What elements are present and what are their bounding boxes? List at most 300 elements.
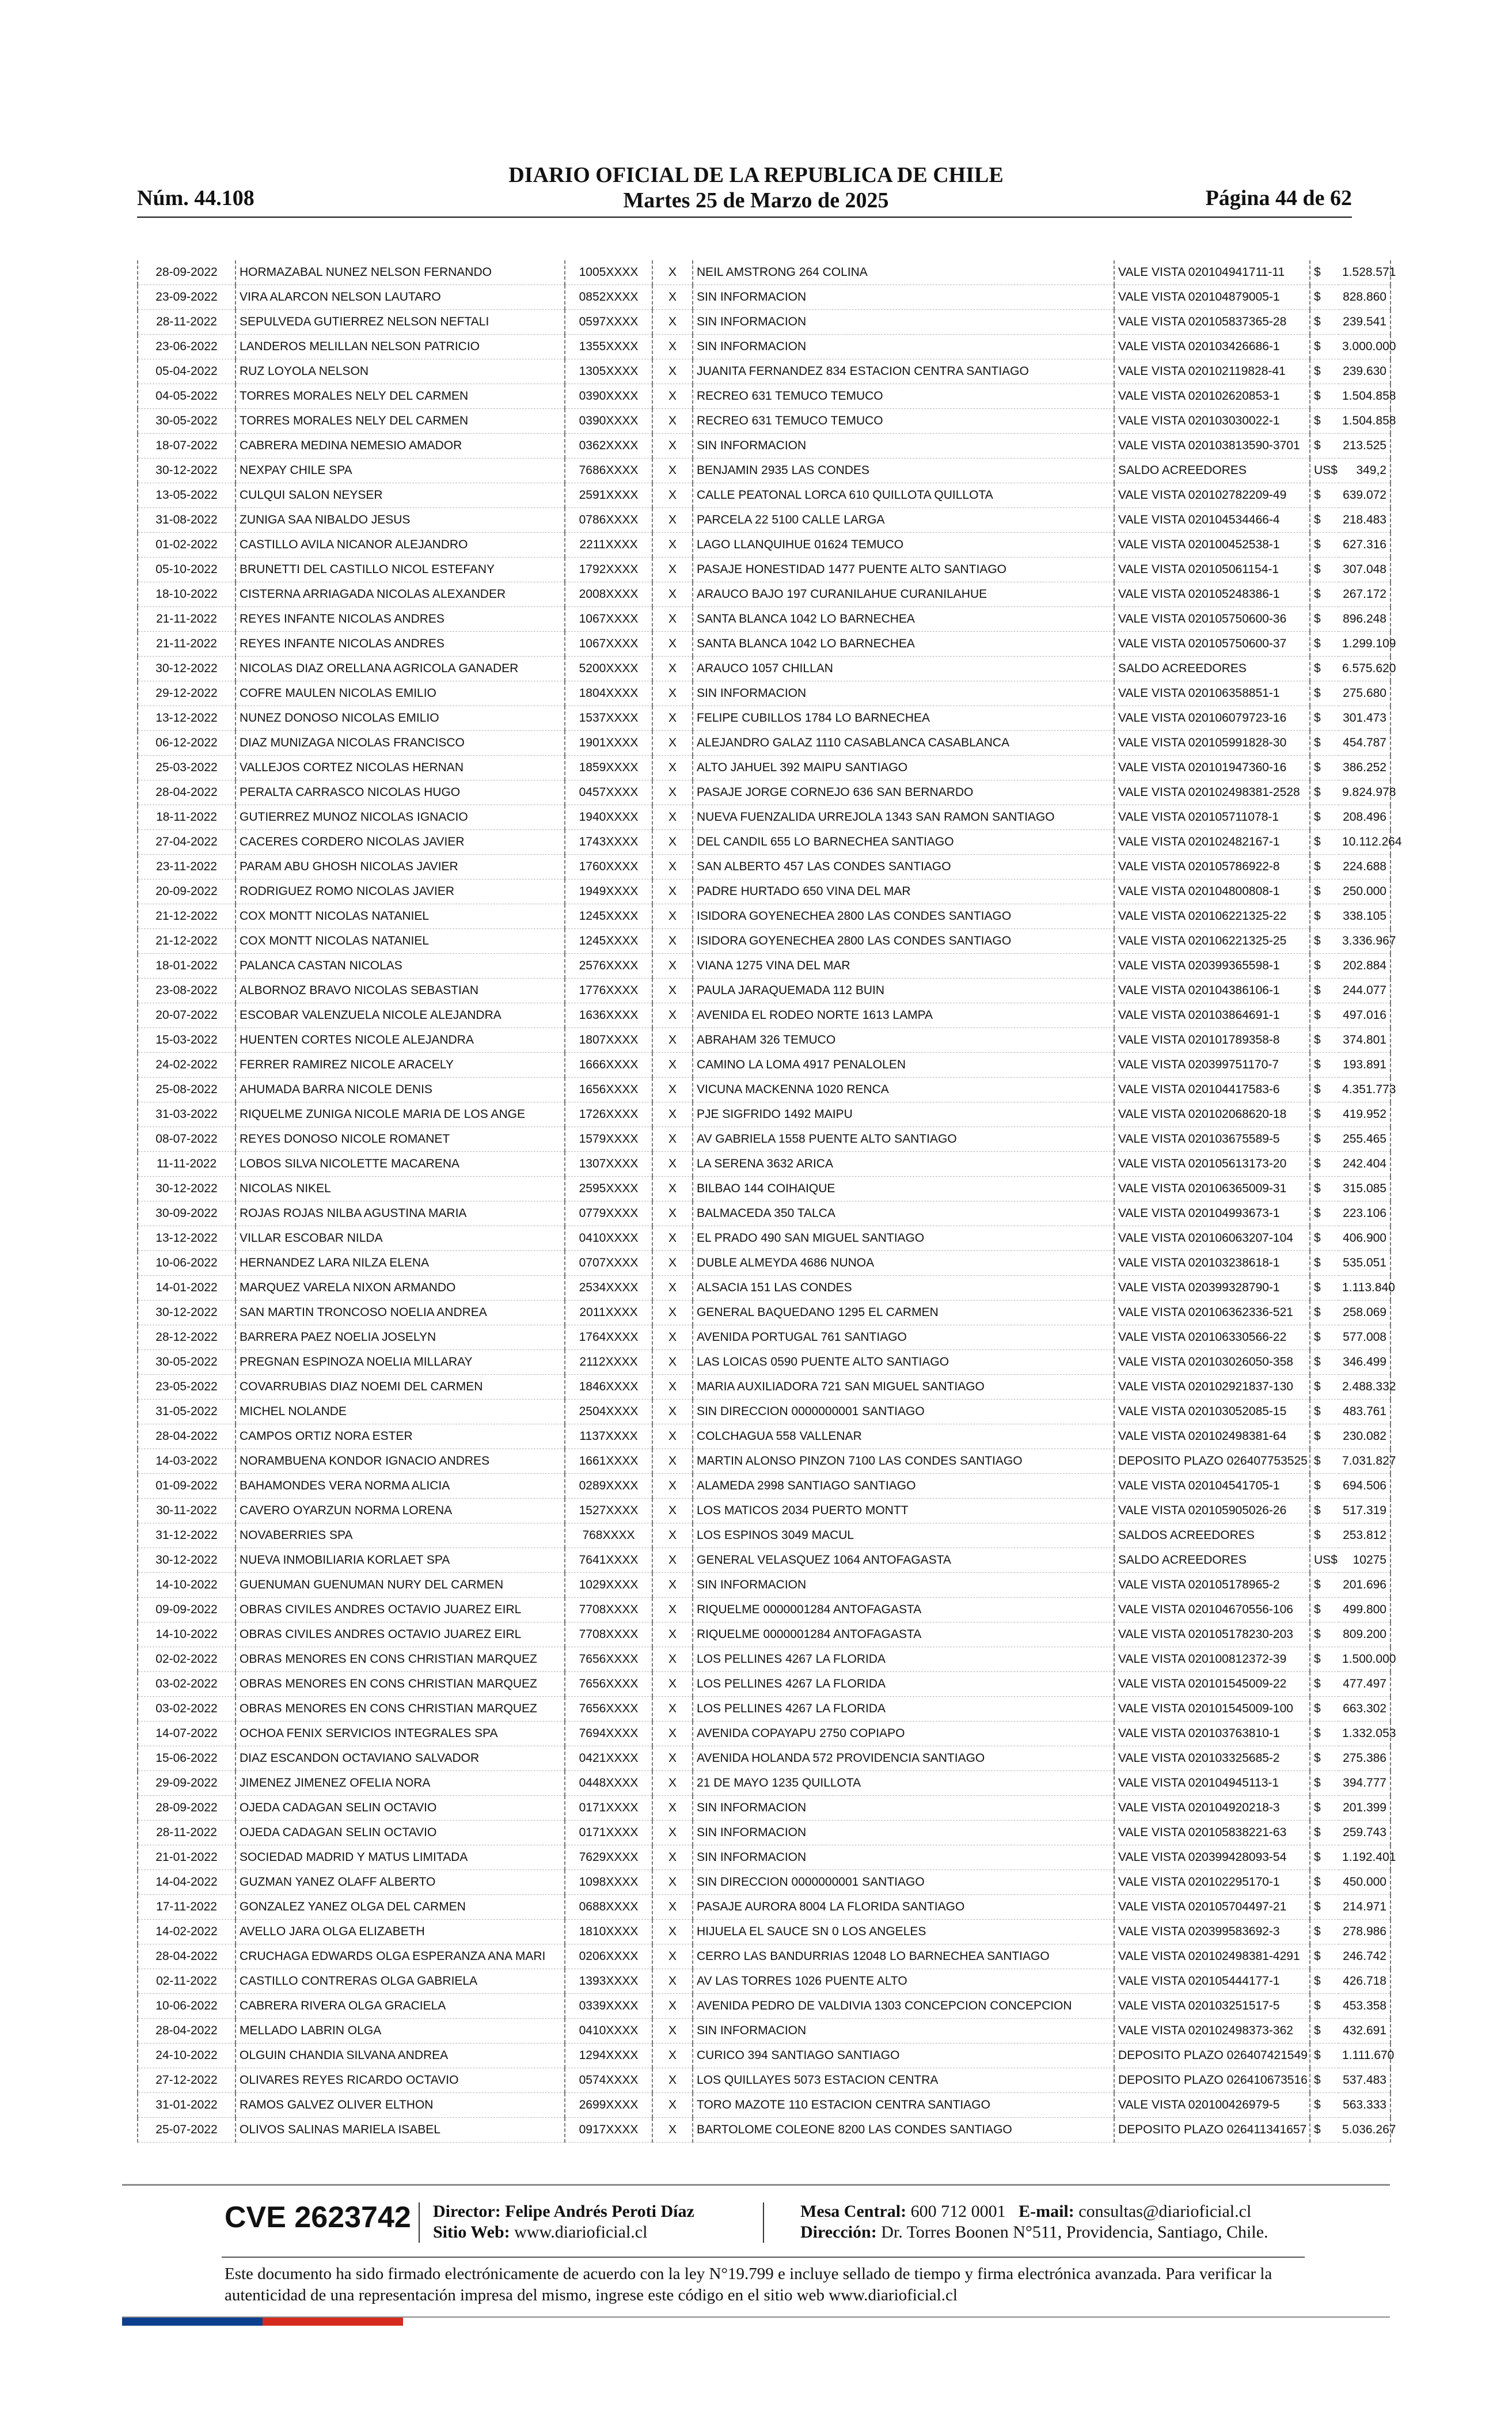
table-row xyxy=(138,879,1391,904)
cell-currency: US$ xyxy=(1310,458,1339,483)
cell-address: ALAMEDA 2998 SANTIAGO SANTIAGO xyxy=(693,1474,1114,1499)
cell-address: ARAUCO BAJO 197 CURANILAHUE CURANILAHUE xyxy=(693,582,1114,607)
cell-document: VALE VISTA 020104386106-1 xyxy=(1114,979,1310,1003)
cell-address: DUBLE ALMEYDA 4686 NUNOA xyxy=(693,1251,1114,1276)
cell-address: HIJUELA EL SAUCE SN 0 LOS ANGELES xyxy=(693,1920,1114,1944)
cell-amount: 258.069 xyxy=(1339,1301,1391,1325)
cell-address: ISIDORA GOYENECHEA 2800 LAS CONDES SANTIAGO xyxy=(693,929,1114,954)
cell-amount: 406.900 xyxy=(1339,1226,1391,1251)
cell-date: 21-01-2022 xyxy=(138,1845,235,1870)
cell-rut: 1760XXXX xyxy=(565,855,652,879)
cell-rut: 0574XXXX xyxy=(565,2068,652,2093)
cell-mark: X xyxy=(652,458,693,483)
cell-currency: $ xyxy=(1310,533,1339,558)
cell-address: ISIDORA GOYENECHEA 2800 LAS CONDES SANTIAGO xyxy=(693,904,1114,929)
table-row xyxy=(138,1821,1391,1845)
cell-address: DEL CANDIL 655 LO BARNECHEA SANTIAGO xyxy=(693,830,1114,855)
cell-mark: X xyxy=(652,1325,693,1350)
table-row xyxy=(138,1598,1391,1622)
header-divider xyxy=(137,217,1352,218)
cell-document: VALE VISTA 020104670556-106 xyxy=(1114,1598,1310,1622)
cell-rut: 1393XXXX xyxy=(565,1969,652,1994)
cell-address: LOS PELLINES 4267 LA FLORIDA xyxy=(693,1697,1114,1722)
cell-date: 30-12-2022 xyxy=(138,458,235,483)
cell-mark: X xyxy=(652,1053,693,1078)
cell-currency: US$ xyxy=(1310,1548,1339,1573)
cell-currency: $ xyxy=(1310,2118,1339,2143)
table-row xyxy=(138,904,1391,929)
table-row xyxy=(138,1647,1391,1672)
table-row xyxy=(138,1251,1391,1276)
cell-address: RIQUELME 0000001284 ANTOFAGASTA xyxy=(693,1622,1114,1647)
cell-document: VALE VISTA 020100812372-39 xyxy=(1114,1647,1310,1672)
cell-currency: $ xyxy=(1310,1969,1339,1994)
cell-currency: $ xyxy=(1310,1301,1339,1325)
cell-rut: 1527XXXX xyxy=(565,1499,652,1523)
table-row xyxy=(138,1796,1391,1821)
cell-currency: $ xyxy=(1310,1053,1339,1078)
cell-name: CULQUI SALON NEYSER xyxy=(235,483,565,508)
cell-mark: X xyxy=(652,1994,693,2019)
cell-date: 28-11-2022 xyxy=(138,310,235,335)
cell-document: VALE VISTA 020102482167-1 xyxy=(1114,830,1310,855)
cell-document: VALE VISTA 020105248386-1 xyxy=(1114,582,1310,607)
cell-address: LOS ESPINOS 3049 MACUL xyxy=(693,1523,1114,1548)
cell-amount: 663.302 xyxy=(1339,1697,1391,1722)
cell-amount: 499.800 xyxy=(1339,1598,1391,1622)
cell-date: 08-07-2022 xyxy=(138,1127,235,1152)
cell-rut: 0171XXXX xyxy=(565,1821,652,1845)
cell-date: 25-07-2022 xyxy=(138,2118,235,2143)
cell-currency: $ xyxy=(1310,508,1339,533)
cell-document: VALE VISTA 020104920218-3 xyxy=(1114,1796,1310,1821)
cell-date: 30-09-2022 xyxy=(138,1201,235,1226)
cell-address: SANTA BLANCA 1042 LO BARNECHEA xyxy=(693,632,1114,657)
cell-document: VALE VISTA 020104941711-11 xyxy=(1114,260,1310,285)
cell-amount: 828.860 xyxy=(1339,285,1391,310)
cell-date: 21-12-2022 xyxy=(138,904,235,929)
cell-document: VALE VISTA 020105178965-2 xyxy=(1114,1573,1310,1598)
cell-name: OLIVOS SALINAS MARIELA ISABEL xyxy=(235,2118,565,2143)
cell-document: VALE VISTA 020105991828-30 xyxy=(1114,731,1310,756)
cell-address: SIN DIRECCION 0000000001 SANTIAGO xyxy=(693,1870,1114,1895)
cell-address: SIN INFORMACION xyxy=(693,1796,1114,1821)
cell-name: NEXPAY CHILE SPA xyxy=(235,458,565,483)
cell-name: ESCOBAR VALENZUELA NICOLE ALEJANDRA xyxy=(235,1003,565,1028)
footer-top-rule xyxy=(122,2184,1390,2186)
cell-rut: 1579XXXX xyxy=(565,1127,652,1152)
cell-mark: X xyxy=(652,335,693,359)
cell-date: 18-11-2022 xyxy=(138,805,235,830)
website-value: www.diarioficial.cl xyxy=(514,2223,648,2242)
cell-amount: 535.051 xyxy=(1339,1251,1391,1276)
cell-date: 23-08-2022 xyxy=(138,979,235,1003)
cell-name: GUTIERREZ MUNOZ NICOLAS IGNACIO xyxy=(235,805,565,830)
cell-rut: 2211XXXX xyxy=(565,533,652,558)
cell-amount: 242.404 xyxy=(1339,1152,1391,1177)
cell-address: PAULA JARAQUEMADA 112 BUIN xyxy=(693,979,1114,1003)
cell-name: CAVERO OYARZUN NORMA LORENA xyxy=(235,1499,565,1523)
cell-document: VALE VISTA 020105704497-21 xyxy=(1114,1895,1310,1920)
cell-currency: $ xyxy=(1310,434,1339,458)
cell-rut: 1294XXXX xyxy=(565,2043,652,2068)
cell-document: VALE VISTA 020105905026-26 xyxy=(1114,1499,1310,1523)
cell-rut: 1859XXXX xyxy=(565,756,652,780)
cell-rut: 1305XXXX xyxy=(565,359,652,384)
cell-currency: $ xyxy=(1310,1944,1339,1969)
cell-date: 01-09-2022 xyxy=(138,1474,235,1499)
cell-name: VILLAR ESCOBAR NILDA xyxy=(235,1226,565,1251)
cell-date: 28-11-2022 xyxy=(138,1821,235,1845)
cell-rut: 1666XXXX xyxy=(565,1053,652,1078)
cell-amount: 275.386 xyxy=(1339,1746,1391,1771)
cell-document: VALE VISTA 020103238618-1 xyxy=(1114,1251,1310,1276)
cell-mark: X xyxy=(652,607,693,632)
cell-address: LOS QUILLAYES 5073 ESTACION CENTRA xyxy=(693,2068,1114,2093)
cell-rut: 2112XXXX xyxy=(565,1350,652,1375)
table-row xyxy=(138,1474,1391,1499)
cell-date: 30-12-2022 xyxy=(138,1177,235,1201)
cell-mark: X xyxy=(652,1251,693,1276)
table-row xyxy=(138,310,1391,335)
cell-currency: $ xyxy=(1310,1251,1339,1276)
table-row xyxy=(138,1078,1391,1102)
table-row xyxy=(138,558,1391,582)
table-row xyxy=(138,1672,1391,1697)
cell-currency: $ xyxy=(1310,607,1339,632)
cell-name: OBRAS CIVILES ANDRES OCTAVIO JUAREZ EIRL xyxy=(235,1622,565,1647)
table-row xyxy=(138,335,1391,359)
cell-rut: 1355XXXX xyxy=(565,335,652,359)
table-row xyxy=(138,2068,1391,2093)
cell-document: SALDOS ACREEDORES xyxy=(1114,1523,1310,1548)
table-row xyxy=(138,979,1391,1003)
cell-address: AVENIDA COPAYAPU 2750 COPIAPO xyxy=(693,1722,1114,1746)
cell-rut: 2699XXXX xyxy=(565,2093,652,2118)
cell-name: REYES DONOSO NICOLE ROMANET xyxy=(235,1127,565,1152)
cell-amount: 201.696 xyxy=(1339,1573,1391,1598)
table-row xyxy=(138,260,1391,285)
cell-rut: 1636XXXX xyxy=(565,1003,652,1028)
cell-currency: $ xyxy=(1310,1573,1339,1598)
cell-rut: 1810XXXX xyxy=(565,1920,652,1944)
cell-rut: 7641XXXX xyxy=(565,1548,652,1573)
cell-mark: X xyxy=(652,1944,693,1969)
cell-mark: X xyxy=(652,2118,693,2143)
cell-date: 05-04-2022 xyxy=(138,359,235,384)
cell-rut: 7629XXXX xyxy=(565,1845,652,1870)
cell-date: 14-01-2022 xyxy=(138,1276,235,1301)
cell-date: 14-10-2022 xyxy=(138,1573,235,1598)
cell-document: VALE VISTA 020100452538-1 xyxy=(1114,533,1310,558)
cell-rut: 7708XXXX xyxy=(565,1622,652,1647)
cell-document: VALE VISTA 020105786922-8 xyxy=(1114,855,1310,879)
cell-address: ALSACIA 151 LAS CONDES xyxy=(693,1276,1114,1301)
cell-amount: 259.743 xyxy=(1339,1821,1391,1845)
cell-name: CASTILLO CONTRERAS OLGA GABRIELA xyxy=(235,1969,565,1994)
cell-mark: X xyxy=(652,1078,693,1102)
cell-rut: 1661XXXX xyxy=(565,1449,652,1474)
cell-date: 09-09-2022 xyxy=(138,1598,235,1622)
table-row xyxy=(138,1870,1391,1895)
cell-mark: X xyxy=(652,1400,693,1424)
cell-amount: 1.332.053 xyxy=(1339,1722,1391,1746)
cell-address: LOS MATICOS 2034 PUERTO MONTT xyxy=(693,1499,1114,1523)
cell-name: NUEVA INMOBILIARIA KORLAET SPA xyxy=(235,1548,565,1573)
cell-mark: X xyxy=(652,1499,693,1523)
director-label: Director: xyxy=(433,2202,501,2221)
cell-address: NUEVA FUENZALIDA URREJOLA 1343 SAN RAMON SANTIAGO xyxy=(693,805,1114,830)
cell-name: RUZ LOYOLA NELSON xyxy=(235,359,565,384)
cell-rut: 1656XXXX xyxy=(565,1078,652,1102)
cell-date: 21-11-2022 xyxy=(138,607,235,632)
cell-rut: 0779XXXX xyxy=(565,1201,652,1226)
table-row xyxy=(138,582,1391,607)
cell-date: 14-07-2022 xyxy=(138,1722,235,1746)
cell-amount: 349,2 xyxy=(1339,458,1391,483)
cell-currency: $ xyxy=(1310,384,1339,409)
table-row xyxy=(138,508,1391,533)
cell-date: 28-09-2022 xyxy=(138,1796,235,1821)
cell-address: SIN INFORMACION xyxy=(693,681,1114,706)
table-row xyxy=(138,1746,1391,1771)
cell-currency: $ xyxy=(1310,2043,1339,2068)
cell-currency: $ xyxy=(1310,2019,1339,2043)
cell-currency: $ xyxy=(1310,1771,1339,1796)
cell-date: 31-12-2022 xyxy=(138,1523,235,1548)
cell-document: VALE VISTA 020106221325-25 xyxy=(1114,929,1310,954)
cell-amount: 394.777 xyxy=(1339,1771,1391,1796)
flag-stripe-blue xyxy=(122,2318,263,2326)
table-row xyxy=(138,756,1391,780)
table-row xyxy=(138,954,1391,979)
cell-document: VALE VISTA 020102068620-18 xyxy=(1114,1102,1310,1127)
table-row xyxy=(138,1994,1391,2019)
cell-name: OJEDA CADAGAN SELIN OCTAVIO xyxy=(235,1821,565,1845)
cell-rut: 0688XXXX xyxy=(565,1895,652,1920)
cell-rut: 5200XXXX xyxy=(565,657,652,681)
cell-name: CACERES CORDERO NICOLAS JAVIER xyxy=(235,830,565,855)
cell-currency: $ xyxy=(1310,2068,1339,2093)
table-row xyxy=(138,1548,1391,1573)
table-row xyxy=(138,1053,1391,1078)
mesa-value: 600 712 0001 xyxy=(910,2202,1006,2221)
cell-document: VALE VISTA 020102295170-1 xyxy=(1114,1870,1310,1895)
cell-amount: 1.504.858 xyxy=(1339,409,1391,434)
table-row xyxy=(138,1697,1391,1722)
table-row xyxy=(138,657,1391,681)
cell-name: NICOLAS DIAZ ORELLANA AGRICOLA GANADER xyxy=(235,657,565,681)
cell-currency: $ xyxy=(1310,1647,1339,1672)
cell-rut: 1137XXXX xyxy=(565,1424,652,1449)
cell-mark: X xyxy=(652,1003,693,1028)
cell-currency: $ xyxy=(1310,1499,1339,1523)
cell-currency: $ xyxy=(1310,1177,1339,1201)
cell-address: ALEJANDRO GALAZ 1110 CASABLANCA CASABLANCA xyxy=(693,731,1114,756)
cell-currency: $ xyxy=(1310,285,1339,310)
cell-document: VALE VISTA 020106362336-521 xyxy=(1114,1301,1310,1325)
cell-amount: 246.742 xyxy=(1339,1944,1391,1969)
cell-document: VALE VISTA 020103026050-358 xyxy=(1114,1350,1310,1375)
cell-mark: X xyxy=(652,1449,693,1474)
cell-amount: 255.465 xyxy=(1339,1127,1391,1152)
cell-rut: 7656XXXX xyxy=(565,1672,652,1697)
cell-amount: 809.200 xyxy=(1339,1622,1391,1647)
cell-document: VALE VISTA 020104945113-1 xyxy=(1114,1771,1310,1796)
cell-address: LAS LOICAS 0590 PUENTE ALTO SANTIAGO xyxy=(693,1350,1114,1375)
cell-currency: $ xyxy=(1310,805,1339,830)
table-row xyxy=(138,1622,1391,1647)
cell-currency: $ xyxy=(1310,1697,1339,1722)
cell-rut: 1846XXXX xyxy=(565,1375,652,1400)
cell-amount: 230.082 xyxy=(1339,1424,1391,1449)
cell-address: PJE SIGFRIDO 1492 MAIPU xyxy=(693,1102,1114,1127)
cell-name: BRUNETTI DEL CASTILLO NICOL ESTEFANY xyxy=(235,558,565,582)
cell-document: VALE VISTA 020399328790-1 xyxy=(1114,1276,1310,1301)
cell-mark: X xyxy=(652,805,693,830)
cell-mark: X xyxy=(652,706,693,731)
cell-address: ALTO JAHUEL 392 MAIPU SANTIAGO xyxy=(693,756,1114,780)
cell-rut: 1098XXXX xyxy=(565,1870,652,1895)
cell-date: 20-09-2022 xyxy=(138,879,235,904)
cell-mark: X xyxy=(652,1672,693,1697)
cell-date: 01-02-2022 xyxy=(138,533,235,558)
cell-name: CABRERA MEDINA NEMESIO AMADOR xyxy=(235,434,565,458)
cell-currency: $ xyxy=(1310,855,1339,879)
cell-name: NORAMBUENA KONDOR IGNACIO ANDRES xyxy=(235,1449,565,1474)
table-row xyxy=(138,1969,1391,1994)
cell-mark: X xyxy=(652,1375,693,1400)
cell-document: DEPOSITO PLAZO 026407421549 xyxy=(1114,2043,1310,2068)
cell-currency: $ xyxy=(1310,409,1339,434)
cell-address: PADRE HURTADO 650 VINA DEL MAR xyxy=(693,879,1114,904)
cell-document: VALE VISTA 020103325685-2 xyxy=(1114,1746,1310,1771)
cell-currency: $ xyxy=(1310,582,1339,607)
cell-date: 30-12-2022 xyxy=(138,1548,235,1573)
cell-address: AVENIDA EL RODEO NORTE 1613 LAMPA xyxy=(693,1003,1114,1028)
cell-rut: 2591XXXX xyxy=(565,483,652,508)
cell-mark: X xyxy=(652,434,693,458)
cell-currency: $ xyxy=(1310,1078,1339,1102)
cell-rut: 1029XXXX xyxy=(565,1573,652,1598)
cell-mark: X xyxy=(652,1647,693,1672)
cell-amount: 244.077 xyxy=(1339,979,1391,1003)
cell-date: 31-05-2022 xyxy=(138,1400,235,1424)
cell-mark: X xyxy=(652,1771,693,1796)
table-row xyxy=(138,929,1391,954)
cell-amount: 275.680 xyxy=(1339,681,1391,706)
cell-document: VALE VISTA 020103030022-1 xyxy=(1114,409,1310,434)
cell-amount: 267.172 xyxy=(1339,582,1391,607)
cell-address: CURICO 394 SANTIAGO SANTIAGO xyxy=(693,2043,1114,2068)
cell-date: 02-02-2022 xyxy=(138,1647,235,1672)
director-name: Felipe Andrés Peroti Díaz xyxy=(505,2202,694,2221)
cell-mark: X xyxy=(652,1573,693,1598)
cell-mark: X xyxy=(652,1350,693,1375)
cell-amount: 1.111.670 xyxy=(1339,2043,1391,2068)
cell-document: VALE VISTA 020106221325-22 xyxy=(1114,904,1310,929)
cell-address: CAMINO LA LOMA 4917 PENALOLEN xyxy=(693,1053,1114,1078)
cell-address: EL PRADO 490 SAN MIGUEL SANTIAGO xyxy=(693,1226,1114,1251)
cell-name: ALBORNOZ BRAVO NICOLAS SEBASTIAN xyxy=(235,979,565,1003)
table-row xyxy=(138,1028,1391,1053)
cell-date: 11-11-2022 xyxy=(138,1152,235,1177)
cell-address: PASAJE HONESTIDAD 1477 PUENTE ALTO SANTIAGO xyxy=(693,558,1114,582)
cell-address: SIN INFORMACION xyxy=(693,310,1114,335)
cell-mark: X xyxy=(652,1474,693,1499)
cell-date: 30-12-2022 xyxy=(138,657,235,681)
cell-amount: 193.891 xyxy=(1339,1053,1391,1078)
cell-currency: $ xyxy=(1310,1598,1339,1622)
cell-address: CALLE PEATONAL LORCA 610 QUILLOTA QUILLOTA xyxy=(693,483,1114,508)
cell-document: VALE VISTA 020104993673-1 xyxy=(1114,1201,1310,1226)
cell-name: OLIVARES REYES RICARDO OCTAVIO xyxy=(235,2068,565,2093)
masthead xyxy=(403,162,1109,213)
table-row xyxy=(138,1920,1391,1944)
cell-mark: X xyxy=(652,731,693,756)
cell-rut: 1804XXXX xyxy=(565,681,652,706)
cell-amount: 224.688 xyxy=(1339,855,1391,879)
table-row xyxy=(138,1003,1391,1028)
cell-amount: 694.506 xyxy=(1339,1474,1391,1499)
cell-amount: 10.112.264 xyxy=(1339,830,1391,855)
cell-rut: 1940XXXX xyxy=(565,805,652,830)
address-line xyxy=(800,2222,1268,2243)
cell-name: NUNEZ DONOSO NICOLAS EMILIO xyxy=(235,706,565,731)
cell-name: PREGNAN ESPINOZA NOELIA MILLARAY xyxy=(235,1350,565,1375)
cell-mark: X xyxy=(652,929,693,954)
cell-address: SIN DIRECCION 0000000001 SANTIAGO xyxy=(693,1400,1114,1424)
cell-mark: X xyxy=(652,582,693,607)
cell-document: VALE VISTA 020106063207-104 xyxy=(1114,1226,1310,1251)
cell-address: SIN INFORMACION xyxy=(693,1845,1114,1870)
table-row xyxy=(138,1449,1391,1474)
website-line xyxy=(433,2222,694,2243)
cell-document: VALE VISTA 020104879005-1 xyxy=(1114,285,1310,310)
cell-address: BALMACEDA 350 TALCA xyxy=(693,1201,1114,1226)
flag-stripe-red xyxy=(263,2318,403,2326)
cell-document: VALE VISTA 020103675589-5 xyxy=(1114,1127,1310,1152)
cell-document: VALE VISTA 020101789358-8 xyxy=(1114,1028,1310,1053)
cell-document: VALE VISTA 020399751170-7 xyxy=(1114,1053,1310,1078)
cell-date: 18-01-2022 xyxy=(138,954,235,979)
cell-name: HUENTEN CORTES NICOLE ALEJANDRA xyxy=(235,1028,565,1053)
cell-document: VALE VISTA 020106079723-16 xyxy=(1114,706,1310,731)
cell-rut: 0206XXXX xyxy=(565,1944,652,1969)
cve-code: CVE 2623742 xyxy=(225,2201,411,2234)
table-row xyxy=(138,533,1391,558)
cell-amount: 307.048 xyxy=(1339,558,1391,582)
cell-amount: 639.072 xyxy=(1339,483,1391,508)
cell-name: REYES INFANTE NICOLAS ANDRES xyxy=(235,632,565,657)
table-row xyxy=(138,2093,1391,2118)
cell-mark: X xyxy=(652,1548,693,1573)
contact-line xyxy=(800,2201,1268,2222)
email-value: consultas@diarioficial.cl xyxy=(1078,2202,1252,2221)
cell-rut: 1776XXXX xyxy=(565,979,652,1003)
table-row xyxy=(138,2118,1391,2143)
cell-document: VALE VISTA 020102782209-49 xyxy=(1114,483,1310,508)
cell-document: VALE VISTA 020103813590-3701 xyxy=(1114,434,1310,458)
cell-currency: $ xyxy=(1310,1920,1339,1944)
cell-date: 03-02-2022 xyxy=(138,1697,235,1722)
cell-document: SALDO ACREEDORES xyxy=(1114,458,1310,483)
cell-date: 28-04-2022 xyxy=(138,1944,235,1969)
cell-mark: X xyxy=(652,1870,693,1895)
cell-mark: X xyxy=(652,855,693,879)
cell-currency: $ xyxy=(1310,1722,1339,1746)
cell-name: CRUCHAGA EDWARDS OLGA ESPERANZA ANA MARI xyxy=(235,1944,565,1969)
